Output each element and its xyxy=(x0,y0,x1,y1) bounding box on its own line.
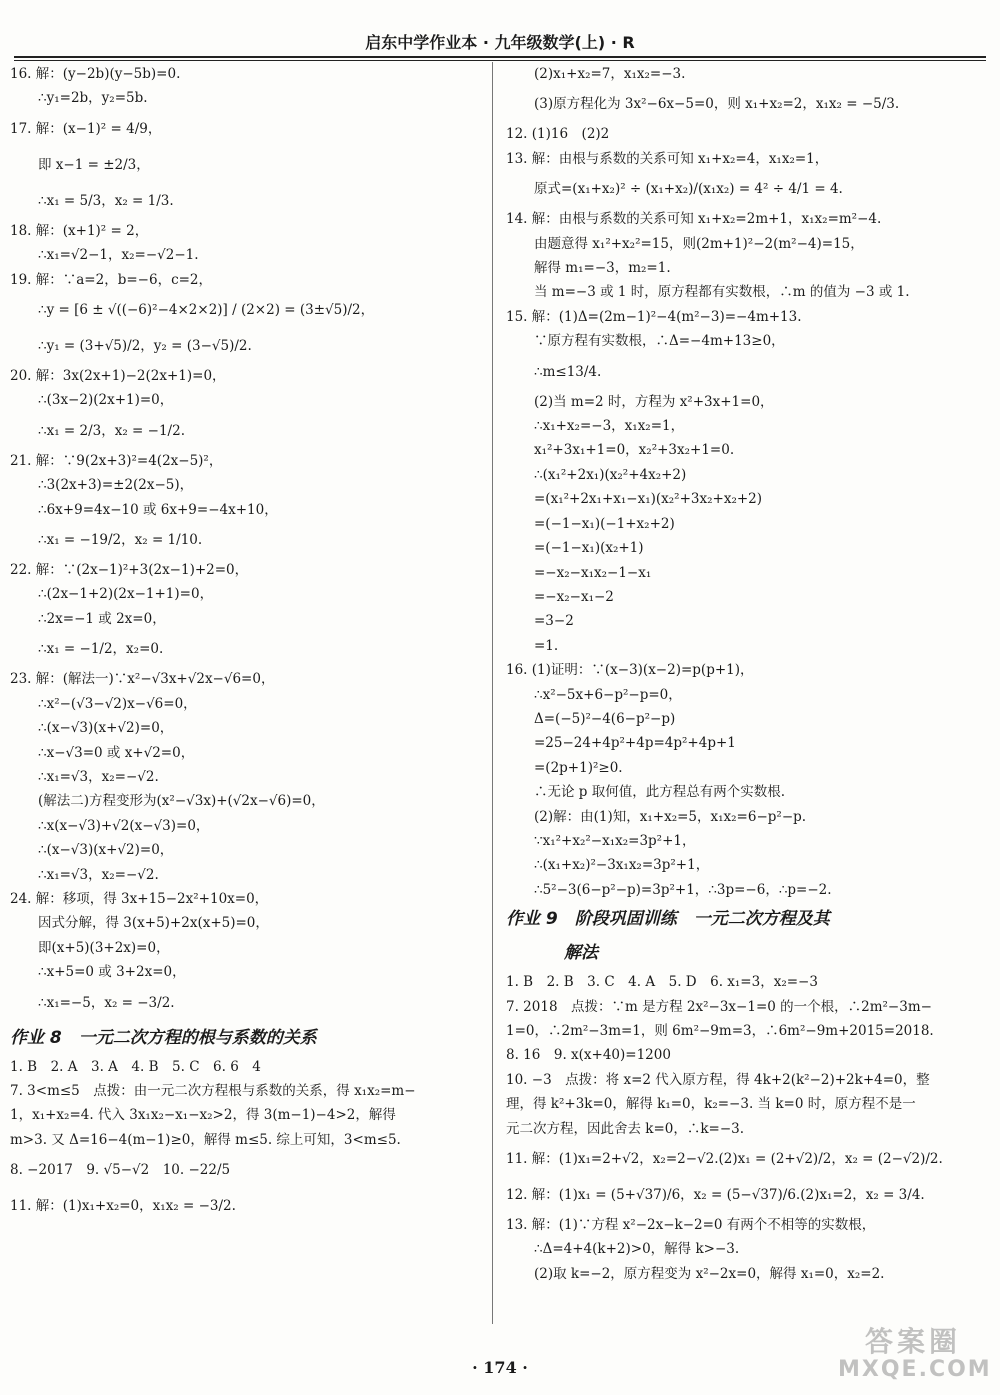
answer-line: ∴(x−√3)(x+√2)=0， xyxy=(38,842,174,859)
answer-line: 21. 解：∵9(2x+3)²=4(2x−5)²， xyxy=(10,452,223,469)
answer-line: ∴(x₁²+2x₁)(x₂²+4x₂+2) xyxy=(534,466,687,483)
answer-line: ∴x−√3=0 或 x+√2=0， xyxy=(38,744,195,761)
header-rule-thin xyxy=(14,60,986,61)
answer-line: x₁²+3x₁+1=0，x₂²+3x₂+1=0. xyxy=(534,442,735,459)
answer-line: 即 x−1 = ±2/3， xyxy=(38,156,150,173)
answer-line: 当 m=−3 或 1 时，原方程都有实数根，∴m 的值为 −3 或 1. xyxy=(534,284,910,301)
answer-line: 11. 解：(1)x₁=2+√2，x₂=2−√2.(2)x₁ = (2+√2)/2，x₂ = (2−√2)/2. xyxy=(506,1151,943,1168)
answer-line: 12. (1)16 (2)2 xyxy=(506,126,610,143)
answer-line: 14. 解：由根与系数的关系可知 x₁+x₂=2m+1，x₁x₂=m²−4. xyxy=(506,211,882,228)
answer-line: ∴(3x−2)(2x+1)=0， xyxy=(38,392,174,409)
answer-line: 18. 解：(x+1)² = 2， xyxy=(10,222,149,239)
answer-line: ∴x(x−√3)+√2(x−√3)=0， xyxy=(38,817,210,834)
section-heading-9: 作业 9 阶段巩固训练 一元二次方程及其 xyxy=(506,909,830,930)
answer-line: 11. 解：(1)x₁+x₂=0，x₁x₂ = −3/2. xyxy=(10,1198,236,1215)
answer-line: ∴x₁ = −1/2，x₂=0. xyxy=(38,641,164,658)
answer-line: ∴(x−√3)(x+√2)=0， xyxy=(38,720,174,737)
answer-line: 元二次方程，因此舍去 k=0，∴k=−3. xyxy=(506,1120,745,1137)
answer-line: 由题意得 x₁²+x₂²=15，则(2m+1)²−2(m²−4)=15， xyxy=(534,235,864,252)
answer-line: 12. 解：(1)x₁ = (5+√37)/6，x₂ = (5−√37)/6.(2)x₁=2，x₂ = 3/4. xyxy=(506,1187,925,1204)
answer-line: ∴x₁=√3，x₂=−√2. xyxy=(38,768,159,785)
right-column xyxy=(506,62,990,1286)
answer-line: =1. xyxy=(534,637,559,654)
answer-line: =25−24+4p²+4p=4p²+4p+1 xyxy=(534,735,736,752)
answer-line: 1=0，∴2m²−3m=1，则 6m²−9m=3，∴6m²−9m+2015=2018. xyxy=(506,1023,934,1039)
answer-line: ∴x₁ = −19/2，x₂ = 1/10. xyxy=(38,532,203,549)
answer-line: ∴x₁+x₂=−3，x₁x₂=1， xyxy=(534,418,685,435)
answer-line: 16. 解：(y−2b)(y−5b)=0. xyxy=(10,66,181,82)
answer-line: Δ=(−5)²−4(6−p²−p) xyxy=(534,710,676,727)
answer-line: ∴3(2x+3)=±2(2x−5)， xyxy=(38,477,194,494)
answer-line: 7. 2018 点拨：∵m 是方程 2x²−3x−1=0 的一个根，∴2m²−3m− xyxy=(506,998,932,1015)
answer-line: (2)解：由(1)知，x₁+x₂=5，x₁x₂=6−p²−p. xyxy=(534,808,807,825)
answer-line: 1. B 2. B 3. C 4. A 5. D 6. x₁=3，x₂=−3 xyxy=(506,974,818,991)
answer-line: 1，x₁+x₂=4. 代入 3x₁x₂−x₁−x₂>2，得 3(m−1)−4>2，解得 xyxy=(10,1107,396,1124)
answer-line: =−x₂−x₁x₂−1−x₁ xyxy=(534,564,652,581)
answer-line: ∵x₁²+x₂²−x₁x₂=3p²+1， xyxy=(534,832,696,849)
answer-line: ∵原方程有实数根，∴Δ=−4m+13≥0， xyxy=(534,333,785,350)
answer-line: (解法二)方程变形为(x²−√3x)+(√2x−√6)=0， xyxy=(38,793,325,810)
answer-line: ∴x₁=−5，x₂ = −3/2. xyxy=(38,994,175,1011)
answer-line: ∴x₁ = 5/3，x₂ = 1/3. xyxy=(38,192,174,209)
answer-line: ∴6x+9=4x−10 或 6x+9=−4x+10， xyxy=(38,501,278,518)
left-column xyxy=(10,62,480,1224)
answer-line: ∴x²−(√3−√2)x−√6=0， xyxy=(38,695,197,712)
answer-line: 23. 解：(解法一)∵x²−√3x+√2x−√6=0， xyxy=(10,671,275,688)
answer-line: 即(x+5)(3+2x)=0， xyxy=(38,939,170,956)
watermark-logo xyxy=(838,1325,992,1390)
answer-line: 7. 3<m≤5 点拨：由一元二次方程根与系数的关系，得 x₁x₂=m− xyxy=(10,1082,416,1099)
answer-line: =(x₁²+2x₁+x₁−x₁)(x₂²+3x₂+x₂+2) xyxy=(534,491,763,508)
answer-line: 10. −3 点拨：将 x=2 代入原方程，得 4k+2(k²−2)+2k+4=0，整 xyxy=(506,1071,930,1088)
answer-line: 17. 解：(x−1)² = 4/9， xyxy=(10,120,162,137)
answer-line: 22. 解：∵(2x−1)²+3(2x−1)+2=0， xyxy=(10,562,249,579)
column-divider xyxy=(492,62,493,1324)
answer-line: (2)当 m=2 时，方程为 x²+3x+1=0， xyxy=(534,393,774,410)
answer-line: 原式=(x₁+x₂)² ÷ (x₁+x₂)/(x₁x₂) = 4² ÷ 4/1 = 4. xyxy=(534,181,843,198)
answer-line: 20. 解：3x(2x+1)−2(2x+1)=0， xyxy=(10,368,226,385)
section-heading-8: 作业 8 一元二次方程的根与系数的关系 xyxy=(10,1027,317,1048)
answer-line: 15. 解：(1)Δ=(2m−1)²−4(m²−3)=−4m+13. xyxy=(506,308,802,325)
answer-line: 8. −2017 9. √5−√2 10. −22/5 xyxy=(10,1162,231,1179)
answer-line: 24. 解：移项，得 3x+15−2x²+10x=0， xyxy=(10,890,269,907)
watermark-url: MXQE.COM xyxy=(838,1357,992,1382)
answer-line: 因式分解，得 3(x+5)+2x(x+5)=0， xyxy=(38,915,269,932)
page-header-title: 启东中学作业本 · 九年级数学(上) · R xyxy=(365,33,635,52)
answer-line: ∴x²−5x+6−p²−p=0， xyxy=(534,686,682,703)
answer-line: ∴y = [6 ± √((−6)²−4×2×2)] / (2×2) = (3±√5)/2， xyxy=(38,302,375,319)
answer-line: ∴x+5=0 或 3+2x=0， xyxy=(38,964,186,981)
answer-line: 13. 解：(1)∵方程 x²−2x−k−2=0 有两个不相等的实数根， xyxy=(506,1217,876,1234)
answer-line: 1. B 2. A 3. A 4. B 5. C 6. 6 4 xyxy=(10,1058,261,1075)
answer-line: 理，得 k²+3k=0，解得 k₁=0，k₂=−3. 当 k=0 时，原方程不是一 xyxy=(506,1096,916,1113)
answer-line: (3)原方程化为 3x²−6x−5=0，则 x₁+x₂=2，x₁x₂ = −5/3. xyxy=(534,96,900,113)
answer-line: =3−2 xyxy=(534,613,574,630)
answer-line: 16. (1)证明：∵(x−3)(x−2)=p(p+1)， xyxy=(506,662,754,679)
answer-line: 解得 m₁=−3，m₂=1. xyxy=(534,260,671,277)
answer-line: =(2p+1)²≥0. xyxy=(534,759,623,776)
answer-line: ∴5²−3(6−p²−p)=3p²+1，∴3p=−6，∴p=−2. xyxy=(534,881,832,898)
answer-line: ∴m≤13/4. xyxy=(534,363,602,380)
answer-line: ∴Δ=4+4(k+2)>0，解得 k>−3. xyxy=(534,1241,740,1258)
answer-line: m>3. 又 Δ=16−4(m−1)≥0，解得 m≤5. 综上可知，3<m≤5. xyxy=(10,1131,401,1148)
answer-line: ∴2x=−1 或 2x=0， xyxy=(38,610,166,627)
answer-line: 19. 解：∵a=2，b=−6，c=2， xyxy=(10,271,213,288)
answer-line: ∴(2x−1+2)(2x−1+1)=0， xyxy=(38,586,214,603)
section-heading-9-cont: 解法 xyxy=(564,943,598,964)
answer-line: (2)取 k=−2，原方程变为 x²−2x=0，解得 x₁=0，x₂=2. xyxy=(534,1265,885,1282)
answer-line: ∴x₁ = 2/3，x₂ = −1/2. xyxy=(38,422,185,439)
header-rule xyxy=(14,56,986,58)
answer-line: ∴x₁=√3，x₂=−√2. xyxy=(38,866,159,883)
watermark-text: 答案圈 xyxy=(864,1325,961,1358)
page-number: · 174 · xyxy=(472,1358,528,1377)
answer-line: ∴y₁=2b，y₂=5b. xyxy=(38,90,148,107)
answer-line: =(−1−x₁)(−1+x₂+2) xyxy=(534,515,675,532)
answer-line: (2)x₁+x₂=7，x₁x₂=−3. xyxy=(534,66,686,82)
answer-line: ∴y₁ = (3+√5)/2，y₂ = (3−√5)/2. xyxy=(38,338,252,355)
answer-line: =(−1−x₁)(x₂+1) xyxy=(534,540,644,557)
answer-line: 8. 16 9. x(x+40)=1200 xyxy=(506,1047,671,1064)
answer-line: ∴x₁=√2−1，x₂=−√2−1. xyxy=(38,247,199,264)
answer-line: ∴(x₁+x₂)²−3x₁x₂=3p²+1， xyxy=(534,857,710,874)
answer-line: ∴无论 p 取何值，此方程总有两个实数根. xyxy=(534,784,786,801)
answer-line: 13. 解：由根与系数的关系可知 x₁+x₂=4，x₁x₂=1， xyxy=(506,150,829,167)
answer-line: =−x₂−x₁−2 xyxy=(534,588,614,605)
